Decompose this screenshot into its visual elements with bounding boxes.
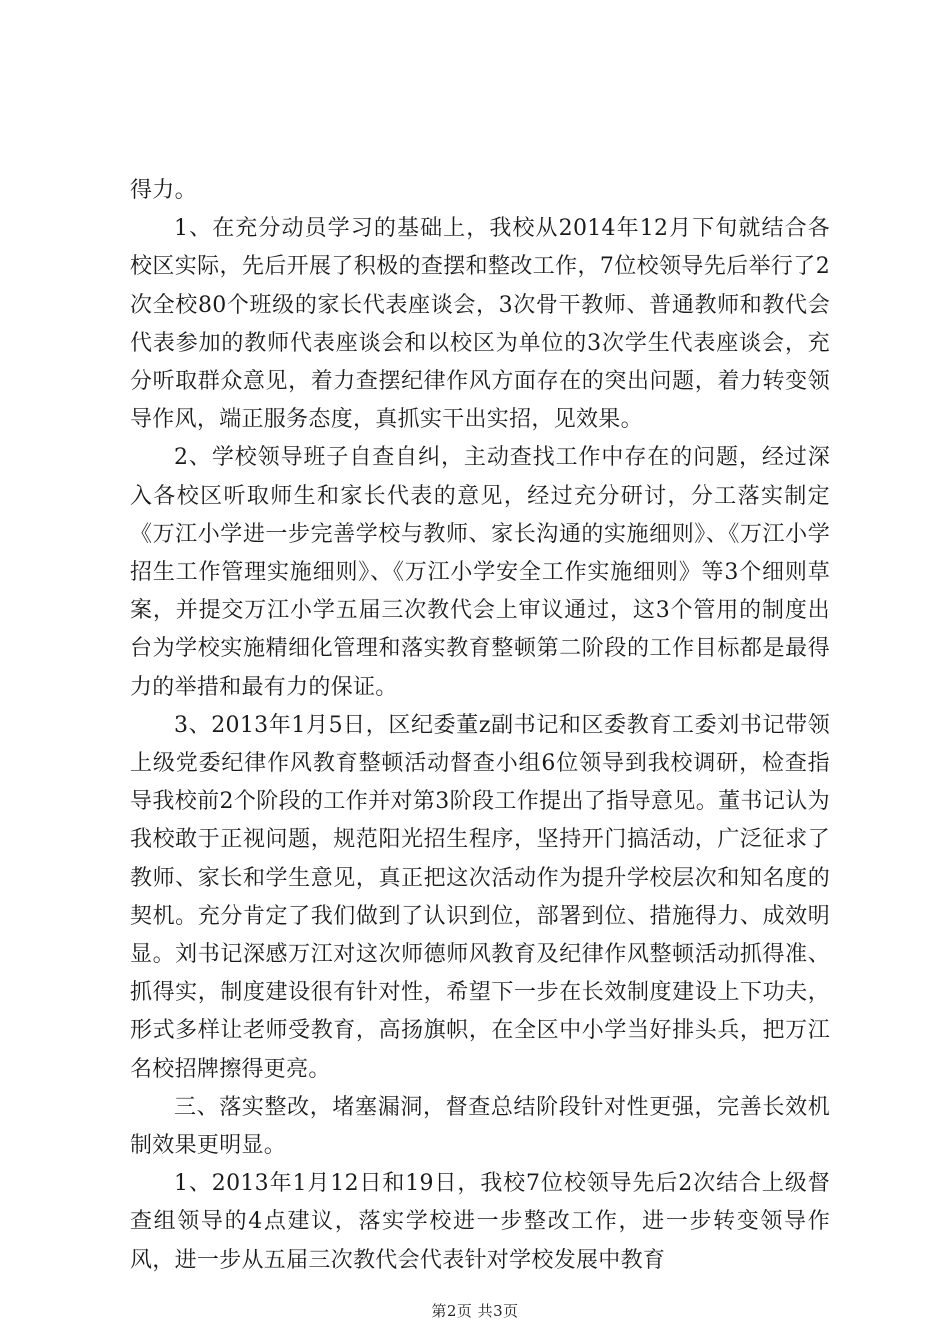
page-number-footer: 第2页 共3页 — [431, 1302, 519, 1320]
section-heading-three: 三、落实整改，堵塞漏洞，督查总结阶段针对性更强，完善长效机制效果更明显。 — [130, 1094, 830, 1159]
document-body — [130, 172, 830, 1280]
paragraph-section-three-item-1: 1、2013年1月12日和19日，我校7位校领导先后2次结合上级督查组领导的4点建议，落实学校进一步整改工作，进一步转变领导作风，进一步从五届三次教代会代表针对学校发展中教育 — [130, 1171, 830, 1273]
paragraph-item-2-self-check: 2、学校领导班子自查自纠，主动查找工作中存在的问题，经过深入各校区听取师生和家长代表的意见，经过充分研讨，分工落实制定《万江小学进一步完善学校与教师、家长沟通的实施细则》、《万江小学招生工作管理实施细则》、《万江小学安全工作实施细则》等3个细则草案，并提交万江小学五届三次教代会上审议通过，这3个管用的制度出台为学校实施精细化管理和落实教育整顿第二阶段的工作目标都是最得力的举措和最有力的保证。 — [130, 445, 830, 700]
paragraph-item-3-inspection: 3、2013年1月5日，区纪委董z副书记和区委教育工委刘书记带领上级党委纪律作风教育整顿活动督查小组6位领导到我校调研，检查指导我校前2个阶段的工作并对第3阶段工作提出了指导意见。董书记认为我校敢于正视问题，规范阳光招生程序，坚持开门搞活动，广泛征求了教师、家长和学生意见，真正把这次活动作为提升学校层次和知名度的契机。充分肯定了我们做到了认识到位，部署到位、措施得力、成效明显。刘书记深感万江对这次师德师风教育及纪律作风整顿活动抓得准、抓得实，制度建设很有针对性，希望下一步在长效制度建设上下功夫，形式多样让老师受教育，高扬旗帜，在全区中小学当好排头兵，把万江名校招牌擦得更亮。 — [130, 712, 830, 1082]
paragraph-item-1-review: 1、在充分动员学习的基础上，我校从2014年12月下旬就结合各校区实际，先后开展了积极的查摆和整改工作，7位校领导先后举行了2次全校80个班级的家长代表座谈会，3次骨干教师、普通教师和教代会代表参加的教师代表座谈会和以校区为单位的3次学生代表座谈会，充分听取群众意见，着力查摆纪律作风方面存在的突出问题，着力转变领导作风，端正服务态度，真抓实干出实招，见效果。 — [130, 216, 830, 433]
paragraph-continuation: 得力。 — [130, 178, 197, 203]
